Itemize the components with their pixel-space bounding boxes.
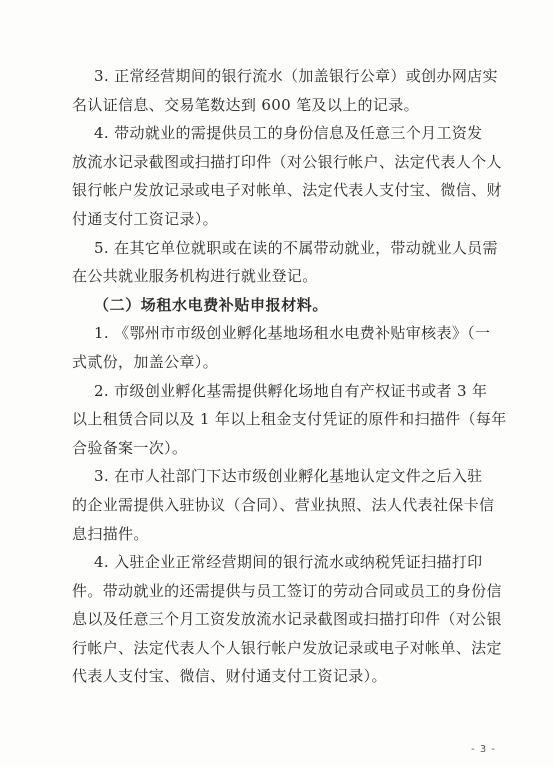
text-line: 银行帐户发放记录或电子对帐单、法定代表人支付宝、微信、财	[72, 181, 502, 200]
text-line: 式贰份，加盖公章）。	[72, 352, 219, 371]
text-line: 在公共就业服务机构进行就业登记。	[72, 267, 318, 286]
text-line: 1. 《鄂州市市级创业孵化基地场租水电费补贴审核表》（一	[94, 324, 491, 343]
text-line: 的企业需提供入驻协议（合同）、营业执照、法人代表社保卡信	[72, 495, 495, 514]
text-line: 代表人支付宝、微信、财付通支付工资记录）。	[72, 667, 387, 686]
text-line: 放流水记录截图或扫描打印件（对公银行帐户、法定代表人个人	[72, 152, 502, 171]
text-line: 件。带动就业的还需提供与员工签订的劳动合同或员工的身份信	[72, 581, 502, 600]
text-line: 行帐户、法定代表人个人银行帐户发放记录或电子对帐单、法定	[72, 638, 502, 657]
text-line: 息以及任意三个月工资发放流水记录截图或扫描打印件（对公银	[72, 610, 502, 629]
section-heading: （二）场租水电费补贴申报材料。	[94, 295, 329, 314]
page-number: - 3 -	[471, 744, 496, 755]
text-line: 4. 带动就业的需提供员工的身份信息及任意三个月工资发	[94, 124, 483, 143]
text-line: 合验备案一次）。	[72, 438, 188, 457]
text-line: 4. 入驻企业正常经营期间的银行流水或纳税凭证扫描打印	[94, 553, 483, 572]
text-line: 3. 在市人社部门下达市级创业孵化基地认定文件之后入驻	[94, 467, 483, 486]
text-line: 3. 正常经营期间的银行流水（加盖银行公章）或创办网店实	[94, 67, 498, 85]
text-line: 5. 在其它单位就职或在读的不属带动就业，带动就业人员需	[94, 238, 498, 257]
text-line: 付通支付工资记录）。	[72, 209, 219, 228]
text-line: 息扫描件。	[72, 524, 149, 543]
document-body	[72, 62, 507, 691]
text-line: 以上租赁合同以及 1 年以上租金支付凭证的原件和扫描件（每年	[72, 410, 507, 429]
text-line: 名认证信息、交易笔数达到 600 笔及以上的记录。	[72, 95, 419, 114]
text-line: 2. 市级创业孵化基需提供孵化场地自有产权证书或者 3 年	[94, 381, 488, 400]
